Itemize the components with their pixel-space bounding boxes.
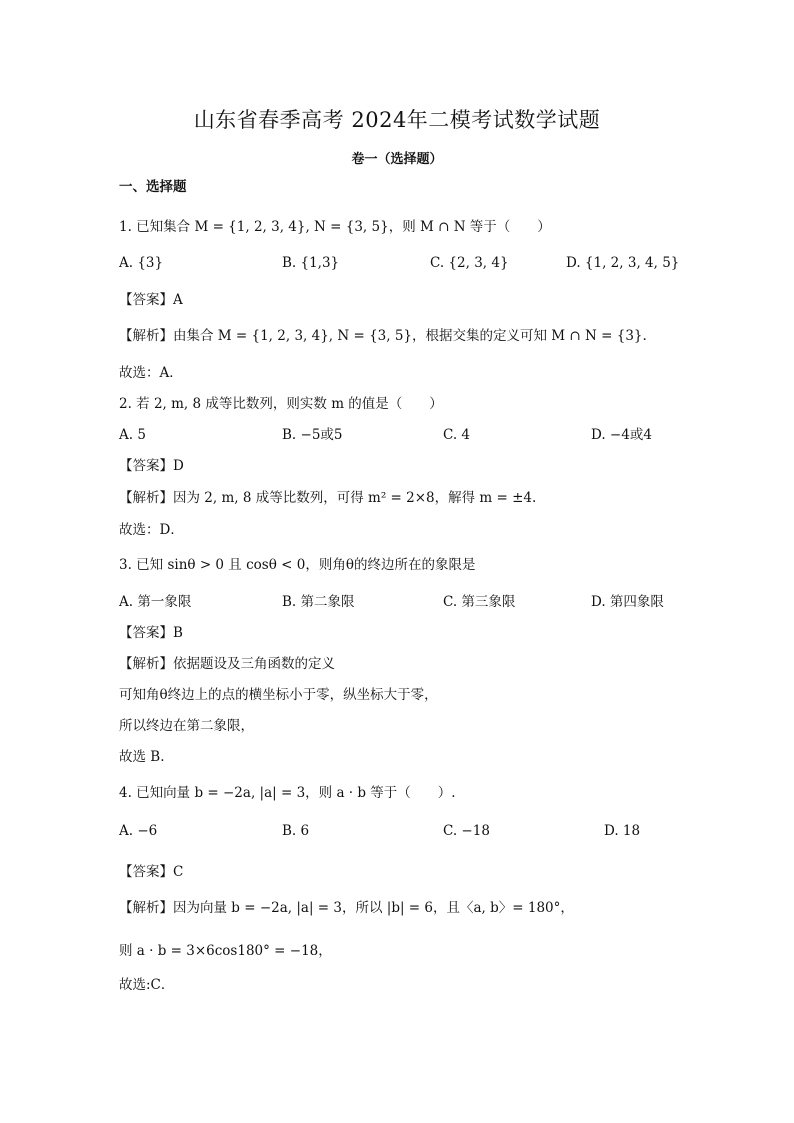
question-1-option-c: C. {2, 3, 4} bbox=[430, 255, 509, 271]
question-2-option-a: A. 5 bbox=[119, 427, 146, 443]
question-4-conclusion: 故选:C． bbox=[119, 977, 175, 993]
question-4-option-a: A. −6 bbox=[119, 823, 158, 839]
question-1-analysis: 【解析】由集合 M = {1, 2, 3, 4}, N = {3, 5}，根据交集的定义可知 M ∩ N = {3}. bbox=[119, 328, 647, 344]
question-1-stem: 1. 已知集合 M = {1, 2, 3, 4}, N = {3, 5}，则 M ∩ N 等于（ ） bbox=[119, 219, 551, 235]
question-3-analysis-2: 可知角θ终边上的点的横坐标小于零，纵坐标大于零， bbox=[119, 687, 438, 703]
section-heading: 一、选择题 bbox=[119, 179, 187, 195]
question-3-analysis-1: 【解析】依据题设及三角函数的定义 bbox=[119, 656, 335, 672]
document-subtitle: 卷一（选择题） bbox=[351, 152, 443, 167]
question-4-answer: 【答案】C bbox=[119, 864, 184, 880]
question-1-option-b: B. {1,3} bbox=[282, 255, 340, 271]
question-2-analysis: 【解析】因为 2, m, 8 成等比数列，可得 m² = 2×8，解得 m = ±4. bbox=[119, 490, 537, 506]
document-title: 山东省春季高考 2024年二模考试数学试题 bbox=[193, 108, 601, 132]
question-1-answer: 【答案】A bbox=[119, 292, 183, 308]
question-3-option-d: D. 第四象限 bbox=[591, 594, 664, 610]
question-2-answer: 【答案】D bbox=[119, 458, 184, 474]
question-4-option-b: B. 6 bbox=[282, 823, 310, 839]
question-4-analysis-1: 【解析】因为向量 b = −2a, |a| = 3，所以 |b| = 6，且〈a, b〉= 180°， bbox=[119, 900, 574, 916]
question-2-stem: 2. 若 2, m, 8 成等比数列，则实数 m 的值是（ ） bbox=[119, 396, 443, 412]
question-3-answer: 【答案】B bbox=[119, 625, 183, 641]
question-4-stem: 4. 已知向量 b = −2a, |a| = 3，则 a · b 等于（ ）. bbox=[119, 785, 456, 801]
question-3-analysis-3: 所以终边在第二象限， bbox=[119, 718, 254, 734]
question-1-option-a: A. {3} bbox=[119, 255, 164, 271]
question-3-conclusion: 故选 B. bbox=[119, 749, 165, 765]
question-3-option-b: B. 第二象限 bbox=[282, 594, 355, 610]
question-3-stem: 3. 已知 sinθ > 0 且 cosθ < 0，则角θ的终边所在的象限是 bbox=[119, 557, 476, 573]
question-1-conclusion: 故选：A． bbox=[119, 365, 183, 381]
question-2-option-d: D. −4或4 bbox=[591, 427, 652, 443]
question-4-option-d: D. 18 bbox=[604, 823, 641, 839]
question-1-option-d: D. {1, 2, 3, 4, 5} bbox=[566, 255, 680, 271]
question-4-option-c: C. −18 bbox=[443, 823, 490, 839]
question-3-option-c: C. 第三象限 bbox=[443, 594, 516, 610]
question-2-option-c: C. 4 bbox=[443, 427, 471, 443]
question-2-option-b: B. −5或5 bbox=[282, 427, 343, 443]
question-3-option-a: A. 第一象限 bbox=[119, 594, 192, 610]
question-2-conclusion: 故选：D． bbox=[119, 522, 184, 538]
question-4-analysis-2: 则 a · b = 3×6cos180° = −18， bbox=[119, 943, 332, 959]
